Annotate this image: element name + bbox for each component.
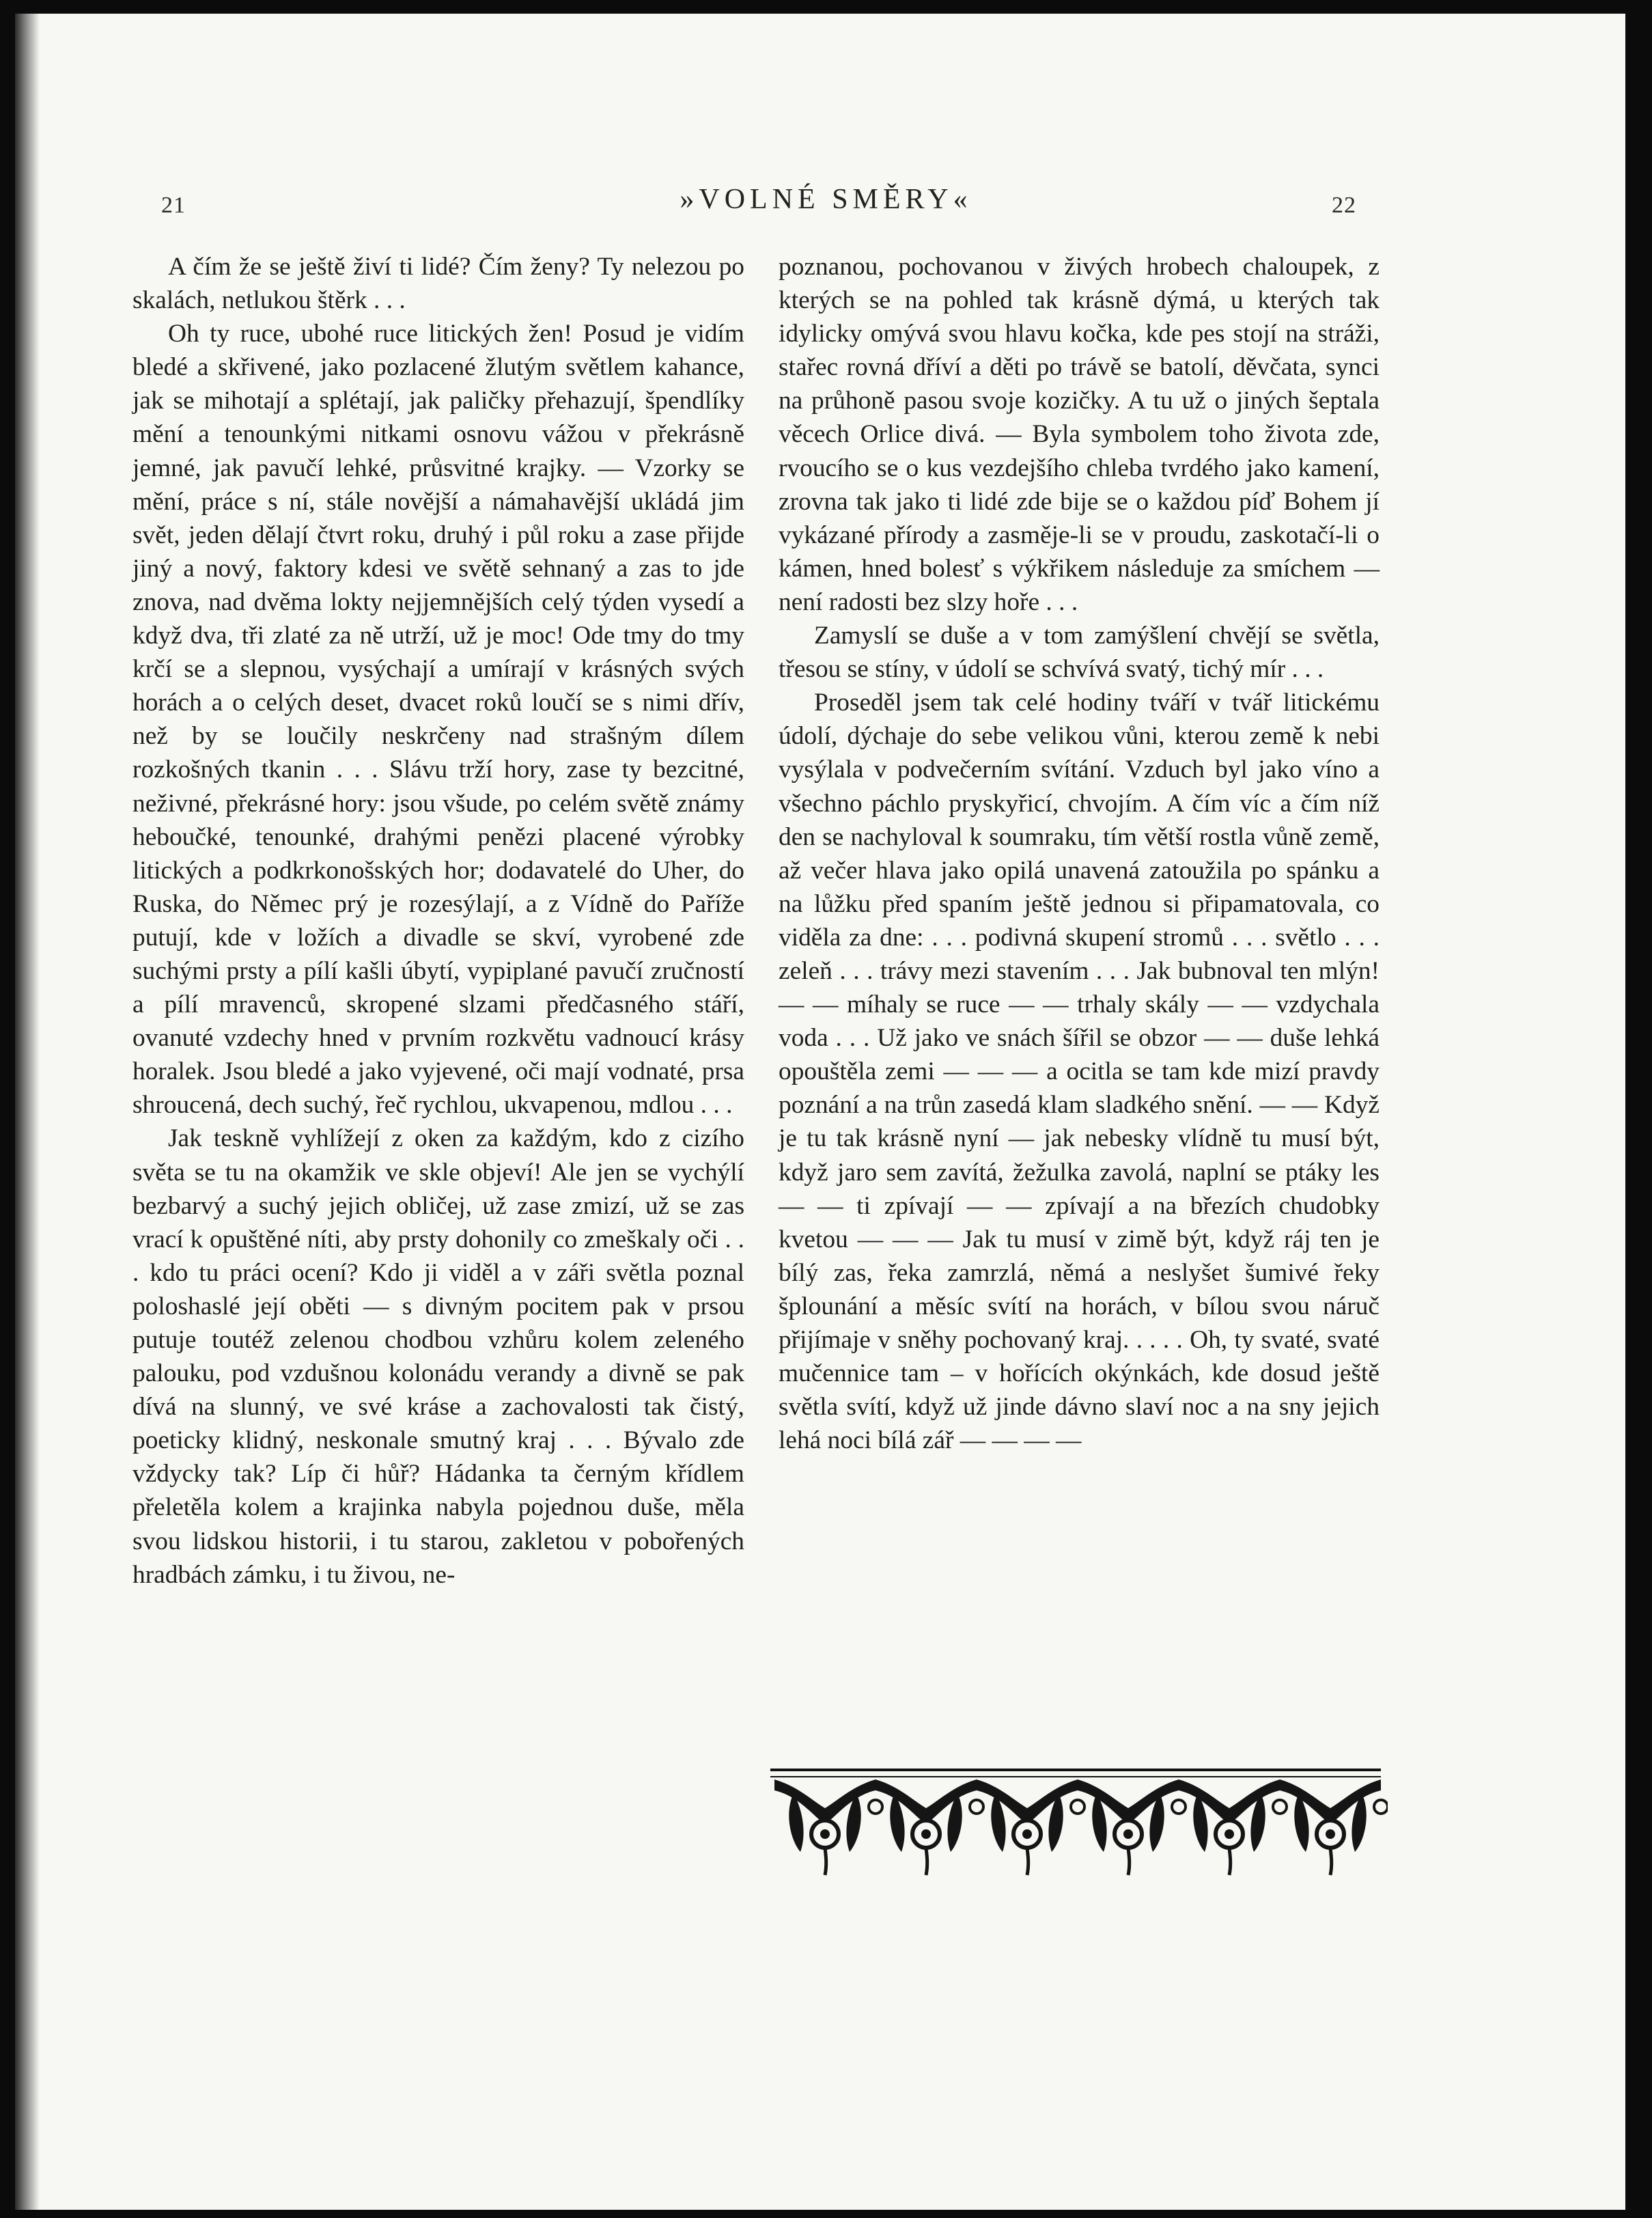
page-number-left: 21	[161, 193, 186, 218]
page-number-right: 22	[1332, 193, 1356, 218]
ornament-flower-icon	[1078, 1779, 1186, 1875]
paragraph: poznanou, pochovanou v živých hrobech chaloupek, z kterých se na pohled tak krásně dýmá, u kterých tak idylicky omývá svou hlavu kočka, kde pes stojí na stráži, stařec rovná dříví a děti po trávě se batolí, děvčata, synci na průhoně pasou svoje kozičky. A tu už o jiných šeptala věcech Orlice divá. — Byla symbolem toho života zde, rvoucího se o kus vezdejšího chleba tvrdého jako kamení, zrovna tak jako ti lidé zde bije se o každou píď Bohem jí vykázané přírody a zasměje-li se v proudu, zaskotačí-li o kámen, hned bolesť s výkřikem následuje za smíchem — není radosti bez slzy hoře . . .	[779, 253, 1380, 616]
paragraph: Zamyslí se duše a v tom zamýšlení chvějí se světla, třesou se stíny, v údolí se schvívá svatý, tichý mír . . .	[779, 622, 1380, 684]
ornament-flower-icon	[1280, 1779, 1388, 1875]
ornament-flower-icon	[876, 1779, 983, 1875]
paragraph: A čím že se ještě živí ti lidé? Čím ženy? Ty nelezou po skalách, netlukou štěrk . . .	[132, 253, 744, 315]
left-column	[132, 250, 744, 1592]
ornament-flower-icon	[977, 1779, 1084, 1875]
ornament-flower-icon	[1179, 1779, 1287, 1875]
right-column	[779, 250, 1380, 1457]
paragraph: Oh ty ruce, ubohé ruce litických žen! Posud je vidím bledé a skřivené, jako pozlacené žlutým světlem kahance, jak se mihotají a splétají, jak paličky přehazují, špendlíky mění a tenounkými nitkami osnovu vážou v překrásně jemné, jak pavučí lehké, průsvitné krajky. — Vzorky se mění, práce s ní, stále novější a námahavější ukládá jim svět, jeden dělají čtvrt roku, druhý i půl roku a zase přijde jiný a nový, faktory kdesi ve světě sehnaný a zas to jde znova, nad dvěma lokty nejjemnějších celý týden vysedí a když dva, tři zlaté za ně utrží, už je moc! Ode tmy do tmy krčí se a slepnou, vysýchají a umírají v krásných svých horách a o celých deset, dvacet roků loučí se s nimi dřív, než by se loučily neskrčeny nad strašným dílem rozkošných tkanin . . . Slávu trží hory, zase ty bezcitné, neživné, překrásné hory: jsou všude, po celém světě známy heboučké, tenounké, drahými penězi placené výrobky litických a podkrkonošských hor; dodavatelé do Uher, do Ruska, do Němec prý je rozesýlají, a z Vídně do Paříže putují, kde v ložích a divadle se skví, vyrobené zde suchými prsty a pílí kašli úbytí, vypiplané pavučí zručností a pílí mravenců, skropené slzami předčasného stáří, ovanuté vzdechy hned v prvním rozkvětu vadnoucí krásy horalek. Jsou bledé a jako vyjevené, oči mají vodnaté, prsa shroucená, dech suchý, řeč rychlou, ukvapenou, mdlou . . .	[132, 320, 744, 1120]
binding-shadow	[15, 14, 40, 2210]
paragraph: Jak teskně vyhlížejí z oken za každým, kdo z cizího světa se tu na okamžik ve skle objeví! Ale jen se vychýlí bezbarvý a suchý jejich obličej, už zase zmizí, už se zas vrací k opuštěné níti, aby prsty dohonily co zmeškaly oči . . . kdo tu práci ocení? Kdo ji viděl a v záři světla poznal poloshaslé její oběti — s divným pocitem pak v prsou putuje toutéž zelenou chodbou vzhůru kolem zeleného palouku, pod vzdušnou kolonádu verandy a divně se pak dívá na slunný, ve své kráse a zachovalosti tak čistý, poeticky klidný, neskonale smutný kraj . . . Bývalo zde vždycky tak? Líp či hůř? Hádanka ta černým křídlem přeletěla kolem a krajinka nabyla pojednou duše, měla svou lidskou historii, i tu starou, zakletou v pobořených hradbách zámku, i tu živou, ne-	[132, 1124, 744, 1589]
paragraph: Proseděl jsem tak celé hodiny tváří v tvář litickému údolí, dýchaje do sebe velikou vůni, kterou země k nebi vysýlala v podvečerním svítání. Vzduch byl jako víno a všechno páchlo pryskyřicí, chvojím. A čím víc a čím níž den se nachyloval k soumraku, tím větší rostla vůně země, až večer hlava jako opilá unavená zatoužila po spánku a na lůžku před spaním ještě jednou si připamatovala, co viděla za dne: . . . podivná skupení stromů . . . světlo . . . zeleň . . . trávy mezi stavením . . . Jak bubnoval ten mlýn! — — míhaly se ruce — — trhaly skály — — vzdychala voda . . . Už jako ve snách šířil se obzor — — duše lehká opouštěla zemi — — — a ocitla se tam kde mizí pravdy poznání a na trůn zasedá klam sladkého snění. — — Když je tu tak krásně nyní — jak nebesky vlídně tu musí být, když jaro sem zavítá, žežulka zavolá, naplní se ptáky les — — ti zpívají — — zpívají a na březích chudobky kvetou — — — Jak tu musí v zimě být, když ráj ten je bílý zas, řeka zamrzlá, němá a neslyšet šumivé řeky šplounání a měsíc svítí na horách, v bílou svou náruč přijímaje v sněhy pochovaný kraj. . . . . Oh, ty svaté, svaté mučennice tam – v hořících okýnkách, kde dosud ještě světla svítí, když už jinde dávno slaví noc a na sny jejich lehá noci bílá zář — — — —	[779, 689, 1380, 1455]
floral-ornament-icon	[764, 1766, 1388, 1889]
ornament-flower-icon	[774, 1779, 882, 1875]
running-head-title: »VOLNÉ SMĚRY«	[680, 184, 972, 215]
